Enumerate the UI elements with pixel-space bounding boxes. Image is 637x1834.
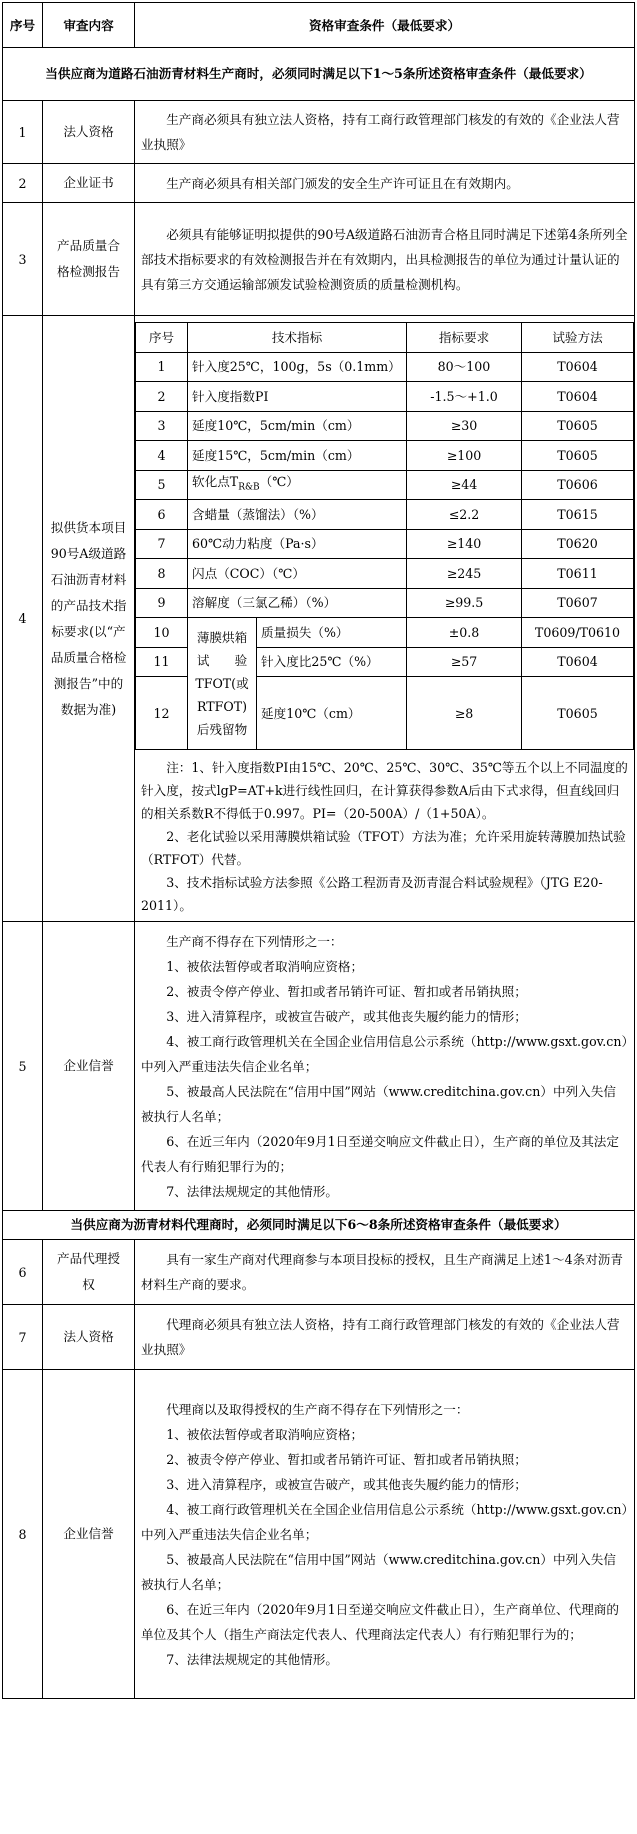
tech-no: 11: [136, 647, 188, 677]
section-b-row: [3, 1211, 635, 1240]
tech-no: 9: [136, 588, 188, 618]
tech-method: T0604: [522, 352, 634, 382]
tech-item: 针入度25℃，100g，5s（0.1mm）: [188, 352, 407, 382]
condition-item: 4、被工商行政管理机关在全国企业信用信息公示系统（http://www.gsxt.gov.cn）中列入严重违法失信企业名单；: [141, 1501, 628, 1542]
tech-no: 8: [136, 559, 188, 589]
row-8: [3, 1370, 635, 1699]
tech-header-method: 试验方法: [522, 323, 634, 353]
qualification-table: [2, 2, 635, 1699]
tech-row: [136, 559, 634, 589]
row-1: [3, 101, 635, 164]
tech-item: 60℃动力粘度（Pa·s）: [188, 529, 407, 559]
tech-method: T0620: [522, 529, 634, 559]
tech-no: 5: [136, 470, 188, 500]
tech-header-item: 技术指标: [188, 323, 407, 353]
tech-method: T0605: [522, 441, 634, 471]
row-items: [141, 954, 628, 1204]
row-2: [3, 164, 635, 203]
condition-item: 4、被工商行政管理机关在全国企业信用信息公示系统（http://www.gsxt.gov.cn）中列入严重违法失信企业名单；: [141, 1033, 628, 1074]
row-4: [3, 316, 635, 922]
row-no: 1: [3, 101, 43, 164]
row-label: 企业信誉: [43, 922, 135, 1211]
tech-header-req: 指标要求: [407, 323, 522, 353]
tech-requirement: 80～100: [407, 352, 522, 382]
condition-item: 6、在近三年内（2020年9月1日至递交响应文件截止日），生产商的单位及其法定代表人有行贿犯罪行为的；: [141, 1133, 619, 1174]
tech-spec-table: [135, 322, 634, 750]
tech-row: [136, 529, 634, 559]
tech-method: T0606: [522, 470, 634, 500]
tech-header-row: [136, 323, 634, 353]
tech-item: 延度15℃，5cm/min（cm）: [188, 441, 407, 471]
tech-row: [136, 618, 634, 648]
tech-method: T0607: [522, 588, 634, 618]
tech-item: 软化点$T_{R\&B}(℃)$: [188, 470, 407, 500]
row-text: [135, 922, 635, 1211]
tech-item: 质量损失（%）: [257, 618, 407, 648]
condition-item: 5、被最高人民法院在“信用中国”网站（www.creditchina.gov.cn）中列入失信被执行人名单；: [141, 1551, 616, 1592]
tech-requirement: ±0.8: [407, 618, 522, 648]
row-no: 2: [3, 164, 43, 203]
header-conditions: 资格审查条件（最低要求）: [135, 3, 635, 48]
tech-item: 针入度指数PI: [188, 382, 407, 412]
row-text: 生产商必须具有相关部门颁发的安全生产许可证且在有效期内。: [135, 164, 635, 203]
tech-method: T0615: [522, 500, 634, 530]
tech-requirement: ≥30: [407, 411, 522, 441]
row-6: [3, 1240, 635, 1305]
row-text: 生产商必须具有独立法人资格，持有工商行政管理部门核发的有效的《企业法人营业执照》: [135, 101, 635, 164]
row-no: 6: [3, 1240, 43, 1305]
tech-notes: [135, 750, 634, 921]
tech-row: [136, 352, 634, 382]
row-label: 拟供货本项目90号A级道路石油沥青材料的产品技术指标要求(以“产品质量合格检测报告”中的数据为准): [43, 316, 135, 922]
tfot-group-label: 薄膜烘箱 试 验 TFOT(或 RTFOT) 后残留物: [188, 618, 257, 750]
row-label: 法人资格: [43, 101, 135, 164]
row-label: 法人资格: [43, 1305, 135, 1370]
condition-item: 1、被依法暂停或者取消响应资格；: [166, 1426, 364, 1442]
row-text: [135, 1370, 635, 1699]
row-label: 企业信誉: [43, 1370, 135, 1699]
header-item: 审查内容: [43, 3, 135, 48]
row-text: 必须具有能够证明拟提供的90号A级道路石油沥青合格且同时满足下述第4条所列全部技术指标要求的有效检测报告并在有效期内，出具检测报告的单位为通过计量认证的具有第三方交通运输部颁发试验检测资质的质量检测机构。: [135, 203, 635, 316]
tech-header-no: 序号: [136, 323, 188, 353]
row-no: 8: [3, 1370, 43, 1699]
row-no: 5: [3, 922, 43, 1211]
tech-item: 含蜡量（蒸馏法）（%）: [188, 500, 407, 530]
row-intro: 代理商以及取得授权的生产商不得存在下列情形之一：: [166, 1401, 469, 1417]
tech-item: 针入度比25℃（%）: [257, 647, 407, 677]
tech-method: T0609/T0610: [522, 618, 634, 648]
row-5: [3, 922, 635, 1211]
note-3: 3、技术指标试验方法参照《公路工程沥青及沥青混合料试验规程》（JTG E20-2011）。: [141, 875, 603, 913]
tech-requirement: -1.5～+1.0: [407, 382, 522, 412]
row-text: 具有一家生产商对代理商参与本项目投标的授权，且生产商满足上述1～4条对沥青材料生产商的要求。: [135, 1240, 635, 1305]
tech-requirement: ≥245: [407, 559, 522, 589]
row-text: 代理商必须具有独立法人资格，持有工商行政管理部门核发的有效的《企业法人营业执照》: [135, 1305, 635, 1370]
condition-item: 1、被依法暂停或者取消响应资格；: [166, 958, 364, 974]
tech-method: T0605: [522, 411, 634, 441]
header-no: 序号: [3, 3, 43, 48]
tech-requirement: ≥8: [407, 677, 522, 750]
tech-item: 溶解度（三氯乙稀）（%）: [188, 588, 407, 618]
tech-no: 7: [136, 529, 188, 559]
section-a-row: [3, 48, 635, 101]
tech-requirement: ≥44: [407, 470, 522, 500]
row-intro: 生产商不得存在下列情形之一：: [166, 933, 343, 949]
header-row: [3, 3, 635, 48]
tech-requirement: ≥99.5: [407, 588, 522, 618]
tech-item: 延度10℃，5cm/min（cm）: [188, 411, 407, 441]
tech-row: [136, 500, 634, 530]
tech-no: 10: [136, 618, 188, 648]
tech-row: [136, 382, 634, 412]
row-7: [3, 1305, 635, 1370]
tech-requirement: ≥100: [407, 441, 522, 471]
tech-no: 3: [136, 411, 188, 441]
tech-row: [136, 588, 634, 618]
tech-no: 2: [136, 382, 188, 412]
note-2: 2、老化试验以采用薄膜烘箱试验（TFOT）方法为准；允许采用旋转薄膜加热试验（RTFOT）代替。: [141, 829, 626, 867]
note-1: 注：1、针入度指数PI由15℃、20℃、25℃、30℃、35℃等五个以上不同温度的针入度，按式lgP=AT+k进行线性回归，在计算获得参数A后由下式求得，但直线回归的相关系数R不得低于0.997。PI=（20-500A）/（1+50A）。: [141, 760, 628, 821]
row-label: 产品代理授权: [43, 1240, 135, 1305]
section-b-heading: 当供应商为沥青材料代理商时，必须同时满足以下6～8条所述资格审查条件（最低要求）: [3, 1211, 635, 1240]
tech-row: [136, 411, 634, 441]
row-3: [3, 203, 635, 316]
tech-method: T0611: [522, 559, 634, 589]
condition-item: 7、法律法规规定的其他情形。: [166, 1183, 338, 1199]
row-label: 企业证书: [43, 164, 135, 203]
row-no: 4: [3, 316, 43, 922]
row-no: 3: [3, 203, 43, 316]
tech-no: 4: [136, 441, 188, 471]
tech-row: [136, 441, 634, 471]
row-items: [141, 1422, 628, 1672]
tech-no: 1: [136, 352, 188, 382]
tech-requirement: ≥140: [407, 529, 522, 559]
section-a-heading: 当供应商为道路石油沥青材料生产商时，必须同时满足以下1～5条所述资格审查条件（最低要求）: [3, 48, 635, 101]
tech-no: 12: [136, 677, 188, 750]
tech-method: T0605: [522, 677, 634, 750]
tech-item: 闪点（COC）（℃）: [188, 559, 407, 589]
tech-method: T0604: [522, 647, 634, 677]
qualification-document: [2, 2, 635, 1699]
tech-row: [136, 470, 634, 500]
condition-item: 7、法律法规规定的其他情形。: [166, 1651, 338, 1667]
tech-requirement: ≤2.2: [407, 500, 522, 530]
tech-item: 延度10℃（cm）: [257, 677, 407, 750]
condition-item: 5、被最高人民法院在“信用中国”网站（www.creditchina.gov.cn）中列入失信被执行人名单；: [141, 1083, 616, 1124]
tech-requirement: ≥57: [407, 647, 522, 677]
condition-item: 2、被责令停产停业、暂扣或者吊销许可证、暂扣或者吊销执照；: [166, 1451, 527, 1467]
condition-item: 3、进入清算程序，或被宣告破产，或其他丧失履约能力的情形；: [166, 1008, 527, 1024]
row-no: 7: [3, 1305, 43, 1370]
tech-spec-cell: [135, 316, 635, 922]
tech-no: 6: [136, 500, 188, 530]
condition-item: 2、被责令停产停业、暂扣或者吊销许可证、暂扣或者吊销执照；: [166, 983, 527, 999]
condition-item: 3、进入清算程序，或被宣告破产，或其他丧失履约能力的情形；: [166, 1476, 527, 1492]
condition-item: 6、在近三年内（2020年9月1日至递交响应文件截止日），生产商单位、代理商的单位及其个人（指生产商法定代表人、代理商法定代表人）有行贿犯罪行为的；: [141, 1601, 619, 1642]
row-label: 产品质量合格检测报告: [43, 203, 135, 316]
tech-method: T0604: [522, 382, 634, 412]
